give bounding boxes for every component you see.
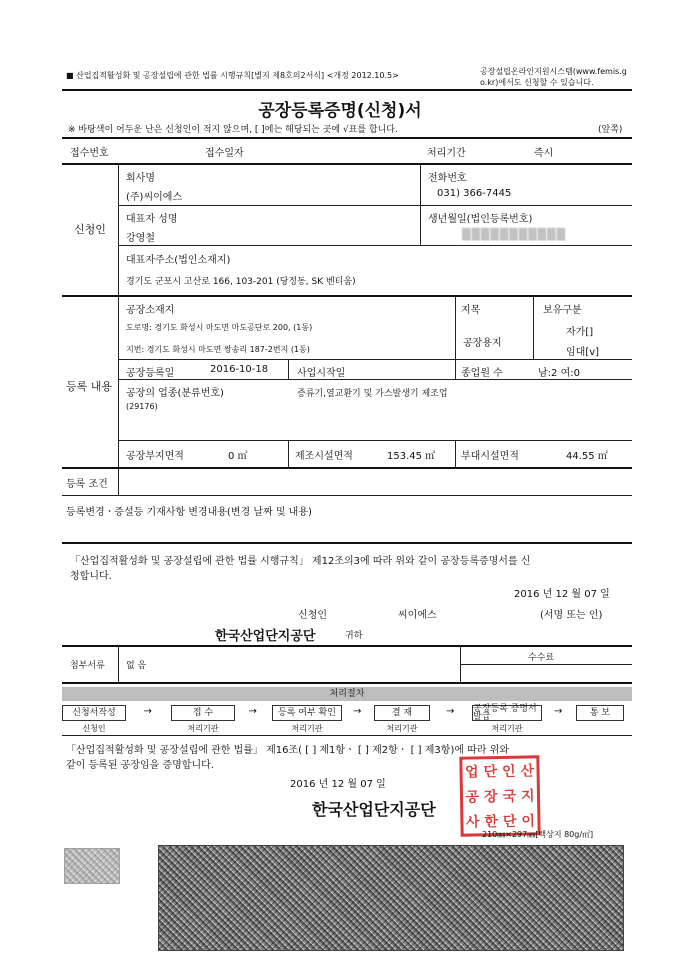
process-step-box: 접 수 <box>171 705 235 721</box>
process-step-actor: 처리기관 <box>386 724 418 733</box>
seal-glyph: 지 <box>520 788 535 805</box>
online-note-line2: o.kr)에서도 신청할 수 있습니다. <box>480 78 594 87</box>
process-bottom-rule <box>62 735 632 736</box>
form-top-rule <box>62 137 632 139</box>
registration-section-label: 등록 내용 <box>66 380 113 393</box>
condition-divider <box>118 469 119 495</box>
request-text-line2: 청합니다. <box>70 571 112 582</box>
receipt-bottom-rule <box>62 163 632 165</box>
col-divider <box>455 359 456 379</box>
paper-spec: 210㎜×297㎜[백상지 80g/㎡] <box>482 830 594 839</box>
birth-regno-label: 생년월일(법인등록번호) <box>428 214 533 225</box>
process-arrow-icon: → <box>248 706 257 717</box>
aux-area-label: 부대시설면적 <box>461 451 519 462</box>
redacted-birth-value: ▒▒▒▒▒▒▒▒▒▒▒ <box>462 228 567 241</box>
redacted-block-large <box>158 845 624 951</box>
process-header: 처리절차 <box>62 687 632 701</box>
biz-start-label: 사업시작일 <box>297 368 346 379</box>
attachment-label: 첨부서류 <box>70 661 105 671</box>
processing-period-label: 처리기간 <box>427 148 466 159</box>
applicant-sign-label: 신청인 <box>298 610 327 621</box>
address-value: 경기도 군포시 고산로 166, 103-201 (당정동, SK 벤티움) <box>126 277 356 287</box>
processing-period-value: 즉시 <box>534 148 554 159</box>
redacted-block-small <box>64 848 120 884</box>
col-divider <box>288 359 289 379</box>
industry-code: (29176) <box>126 402 158 411</box>
col-divider <box>288 440 289 467</box>
addressee: 한국산업단지공단 <box>215 629 316 644</box>
registration-bottom-rule <box>62 467 632 469</box>
row-rule <box>118 245 632 246</box>
applicant-sign-value: 씨이에스 <box>398 610 437 621</box>
front-side-label: (앞쪽) <box>598 125 623 135</box>
col-divider <box>455 440 456 467</box>
seal-glyph: 단 <box>483 764 498 781</box>
attach-top-rule <box>62 645 632 647</box>
change-label: 등록변경ㆍ증설등 기재사항 변경내용(변경 날짜 및 내용) <box>66 507 312 518</box>
industry-label: 공장의 업종(분류번호) <box>126 388 224 399</box>
road-address: 도로명: 경기도 화성시 마도면 마도공단로 200, (1동) <box>126 323 313 332</box>
land-category-label: 지목 <box>461 305 481 316</box>
process-arrow-icon: → <box>143 706 152 717</box>
request-date: 2016 년 12 월 07 일 <box>514 589 610 600</box>
land-divider <box>455 297 456 359</box>
row-rule <box>118 359 632 360</box>
addressee-suffix: 귀하 <box>345 631 363 641</box>
issuer-name: 한국산업단지공단 <box>312 800 436 819</box>
seal-glyph: 단 <box>502 813 517 830</box>
process-arrow-icon: → <box>446 706 455 717</box>
representative-value: 강영철 <box>126 233 155 244</box>
process-step-actor: 처리기관 <box>491 724 523 733</box>
process-step-box: 통 보 <box>576 705 624 721</box>
seal-glyph: 국 <box>502 788 517 805</box>
mfg-area-value: 153.45 ㎡ <box>387 451 436 462</box>
request-text-line1: 「산업집적활성화 및 공장설립에 관한 법률 시행규칙」 제12조의3에 따라 위와 같이 공장등록증명서를 신 <box>70 556 531 567</box>
ownership-lease: 임대[v] <box>566 347 600 358</box>
ownership-self: 자가[] <box>566 327 594 338</box>
receipt-no-label: 접수번호 <box>70 148 109 159</box>
official-seal <box>459 755 540 836</box>
seal-glyph: 인 <box>501 764 516 781</box>
seal-glyph: 사 <box>465 814 480 831</box>
employees-label: 종업원 수 <box>461 368 503 379</box>
top-rule <box>62 89 632 91</box>
seal-glyph: 산 <box>520 763 535 780</box>
law-reference: ■ 산업집적활성화 및 공장설립에 관한 법률 시행규칙[별지 제8호의2서식] <개정 2012.10.5> <box>66 71 399 80</box>
receipt-date-label: 접수일자 <box>205 148 244 159</box>
sign-or-seal-label: (서명 또는 인) <box>540 610 603 621</box>
seal-glyph: 공 <box>465 789 480 806</box>
phone-label: 전화번호 <box>428 173 467 184</box>
own-divider <box>533 297 534 359</box>
site-area-value: 0 ㎡ <box>228 451 248 462</box>
land-category-value: 공장용지 <box>463 338 502 349</box>
attachment-value: 없 음 <box>126 661 147 671</box>
site-area-label: 공장부지면적 <box>126 451 184 462</box>
reg-date-label: 공장등록일 <box>126 368 175 379</box>
address-label: 대표자주소(법인소재지) <box>126 255 231 266</box>
seal-glyph: 이 <box>521 813 536 830</box>
reg-date-value: 2016-10-18 <box>210 364 269 375</box>
process-step-actor: 신청인 <box>82 724 106 733</box>
employees-value: 남:2 여:0 <box>538 368 580 379</box>
applicant-bottom-rule <box>62 295 632 297</box>
process-step-box: 결 재 <box>374 705 430 721</box>
company-name-value: (주)씨이에스 <box>126 192 183 203</box>
process-step-actor: 처리기관 <box>187 724 219 733</box>
fee-rule <box>460 664 632 665</box>
notice-text: ※ 바탕색이 어두운 난은 신청인이 적지 않으며, [ ]에는 해당되는 곳에 √표를 합니다. <box>68 125 398 135</box>
page-title: 공장등록증명(신청)서 <box>258 101 422 121</box>
process-step-box: 신청서작성 <box>62 705 126 721</box>
representative-label: 대표자 성명 <box>126 214 178 225</box>
process-step-actor: 처리기관 <box>291 724 323 733</box>
certify-text-line1: 「산업집적활성화 및 공장설립에 관한 법률」 제16조( [ ] 제1항ㆍ [ ] 제2항ㆍ [ ] 제3항)에 따라 위와 <box>66 745 510 756</box>
aux-area-value: 44.55 ㎡ <box>566 451 608 462</box>
process-step-box: 공장등록 증명서 발급 <box>472 705 542 721</box>
row-rule <box>118 205 632 206</box>
seal-glyph: 장 <box>483 789 498 806</box>
attach-divider <box>118 647 119 682</box>
condition-label: 등록 조건 <box>66 479 108 490</box>
applicant-section-label: 신청인 <box>74 223 106 236</box>
attach-bottom-rule <box>62 682 632 684</box>
process-arrow-icon: → <box>554 706 563 717</box>
row-rule <box>62 495 632 496</box>
seal-glyph: 한 <box>484 813 499 830</box>
row-rule <box>118 440 632 441</box>
industry-value: 증류기,열교환기 및 가스발생기 제조업 <box>297 389 448 399</box>
change-bottom-rule <box>62 542 632 544</box>
certify-text-line2: 같이 등록된 공장임을 증명합니다. <box>66 760 214 771</box>
mfg-area-label: 제조시설면적 <box>295 451 353 462</box>
process-step-box: 등록 여부 확인 <box>272 705 342 721</box>
seal-glyph: 업 <box>464 764 479 781</box>
row-rule <box>118 379 632 380</box>
applicant-section-divider <box>118 165 119 295</box>
lot-address: 지번: 경기도 화성시 마도면 쌍송리 187-2번지 (1동) <box>126 345 310 354</box>
ownership-label: 보유구분 <box>543 305 582 316</box>
company-name-label: 회사명 <box>126 173 155 184</box>
factory-location-label: 공장소재지 <box>126 305 175 316</box>
registration-section-divider <box>118 297 119 467</box>
fee-label: 수수료 <box>528 653 555 663</box>
certify-date: 2016 년 12 월 07 일 <box>290 779 386 790</box>
process-arrow-icon: → <box>353 706 362 717</box>
phone-value: 031) 366-7445 <box>437 188 512 199</box>
online-note-line1: 공장설립온라인지원시스템(www.femis.g <box>480 67 627 76</box>
